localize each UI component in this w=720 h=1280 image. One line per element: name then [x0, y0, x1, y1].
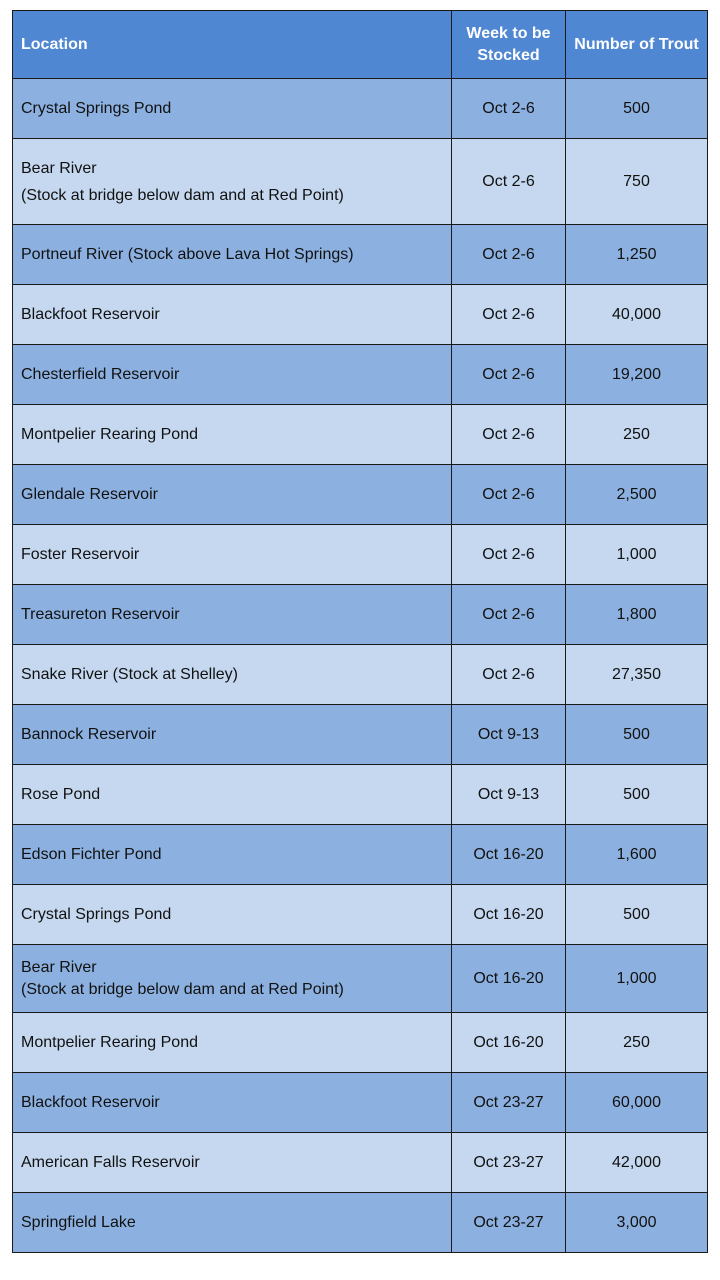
trout-count-cell: 750	[566, 139, 708, 225]
location-name: Chesterfield Reservoir	[21, 366, 180, 383]
location-name: Montpelier Rearing Pond	[21, 1034, 198, 1051]
table-row	[13, 705, 708, 765]
week-cell: Oct 2-6	[452, 585, 566, 645]
week-cell: Oct 2-6	[452, 465, 566, 525]
location-name: Bear River	[21, 958, 97, 976]
table-row	[13, 465, 708, 525]
location-cell	[13, 405, 452, 465]
trout-count-cell: 60,000	[566, 1073, 708, 1133]
location-name: Rose Pond	[21, 786, 101, 803]
table-row	[13, 225, 708, 285]
trout-count-cell: 250	[566, 405, 708, 465]
week-cell: Oct 2-6	[452, 525, 566, 585]
location-name: Foster Reservoir	[21, 546, 140, 563]
location-note: (Stock at bridge below dam and at Red Point)	[21, 186, 344, 204]
location-cell	[13, 525, 452, 585]
week-cell: Oct 16-20	[452, 885, 566, 945]
location-name: Snake River (Stock at Shelley)	[21, 666, 238, 683]
trout-count-cell: 2,500	[566, 465, 708, 525]
table-row	[13, 765, 708, 825]
location-cell	[13, 139, 452, 225]
table-row	[13, 1193, 708, 1253]
table-row	[13, 139, 708, 225]
trout-count-cell: 42,000	[566, 1133, 708, 1193]
location-name: American Falls Reservoir	[21, 1154, 200, 1171]
header-location: Location	[13, 11, 452, 79]
week-cell: Oct 2-6	[452, 345, 566, 405]
location-cell	[13, 825, 452, 885]
location-cell	[13, 225, 452, 285]
location-cell	[13, 705, 452, 765]
location-cell	[13, 465, 452, 525]
trout-count-cell: 250	[566, 1013, 708, 1073]
table-row	[13, 1133, 708, 1193]
location-name: Crystal Springs Pond	[21, 906, 172, 923]
trout-count-cell: 500	[566, 765, 708, 825]
location-name: Portneuf River (Stock above Lava Hot Springs)	[21, 246, 354, 263]
location-name: Montpelier Rearing Pond	[21, 426, 198, 443]
table-row	[13, 405, 708, 465]
week-cell: Oct 2-6	[452, 139, 566, 225]
table-row	[13, 1073, 708, 1133]
location-cell	[13, 765, 452, 825]
location-note: (Stock at bridge below dam and at Red Point)	[21, 980, 344, 998]
location-name: Bannock Reservoir	[21, 726, 157, 743]
location-cell	[13, 585, 452, 645]
week-cell: Oct 2-6	[452, 645, 566, 705]
table-header-row	[13, 11, 708, 79]
table-row	[13, 825, 708, 885]
trout-count-cell: 500	[566, 885, 708, 945]
table-row	[13, 645, 708, 705]
table-row	[13, 585, 708, 645]
location-cell	[13, 1073, 452, 1133]
trout-count-cell: 1,250	[566, 225, 708, 285]
location-name: Crystal Springs Pond	[21, 100, 172, 117]
table-row	[13, 345, 708, 405]
trout-stocking-table-container	[12, 10, 707, 1253]
trout-count-cell: 500	[566, 79, 708, 139]
location-name: Treasureton Reservoir	[21, 606, 180, 623]
table-row	[13, 79, 708, 139]
location-name: Blackfoot Reservoir	[21, 306, 160, 323]
week-cell: Oct 2-6	[452, 285, 566, 345]
location-cell	[13, 285, 452, 345]
location-name: Springfield Lake	[21, 1214, 136, 1231]
trout-count-cell: 1,000	[566, 525, 708, 585]
location-cell	[13, 945, 452, 1013]
week-cell: Oct 2-6	[452, 79, 566, 139]
trout-count-cell: 40,000	[566, 285, 708, 345]
location-name: Glendale Reservoir	[21, 486, 158, 503]
table-body	[13, 79, 708, 1253]
table-row	[13, 285, 708, 345]
trout-count-cell: 27,350	[566, 645, 708, 705]
location-cell	[13, 1013, 452, 1073]
table-row	[13, 1013, 708, 1073]
header-number-of-trout: Number of Trout	[566, 11, 708, 79]
location-name: Blackfoot Reservoir	[21, 1094, 160, 1111]
location-name: Bear River	[21, 159, 97, 177]
header-week-to-be-stocked: Week to be Stocked	[452, 11, 566, 79]
location-cell	[13, 1193, 452, 1253]
week-cell: Oct 2-6	[452, 225, 566, 285]
table-row	[13, 525, 708, 585]
week-cell: Oct 9-13	[452, 765, 566, 825]
week-cell: Oct 2-6	[452, 405, 566, 465]
week-cell: Oct 9-13	[452, 705, 566, 765]
location-cell	[13, 345, 452, 405]
location-cell	[13, 885, 452, 945]
table-row	[13, 945, 708, 1013]
location-name: Edson Fichter Pond	[21, 846, 162, 863]
table-row	[13, 885, 708, 945]
trout-count-cell: 19,200	[566, 345, 708, 405]
week-cell: Oct 23-27	[452, 1193, 566, 1253]
trout-count-cell: 3,000	[566, 1193, 708, 1253]
trout-stocking-table	[12, 10, 708, 1253]
trout-count-cell: 1,600	[566, 825, 708, 885]
location-cell	[13, 79, 452, 139]
trout-count-cell: 1,000	[566, 945, 708, 1013]
trout-count-cell: 500	[566, 705, 708, 765]
week-cell: Oct 23-27	[452, 1133, 566, 1193]
location-cell	[13, 1133, 452, 1193]
week-cell: Oct 23-27	[452, 1073, 566, 1133]
location-cell	[13, 645, 452, 705]
week-cell: Oct 16-20	[452, 825, 566, 885]
trout-count-cell: 1,800	[566, 585, 708, 645]
week-cell: Oct 16-20	[452, 945, 566, 1013]
week-cell: Oct 16-20	[452, 1013, 566, 1073]
